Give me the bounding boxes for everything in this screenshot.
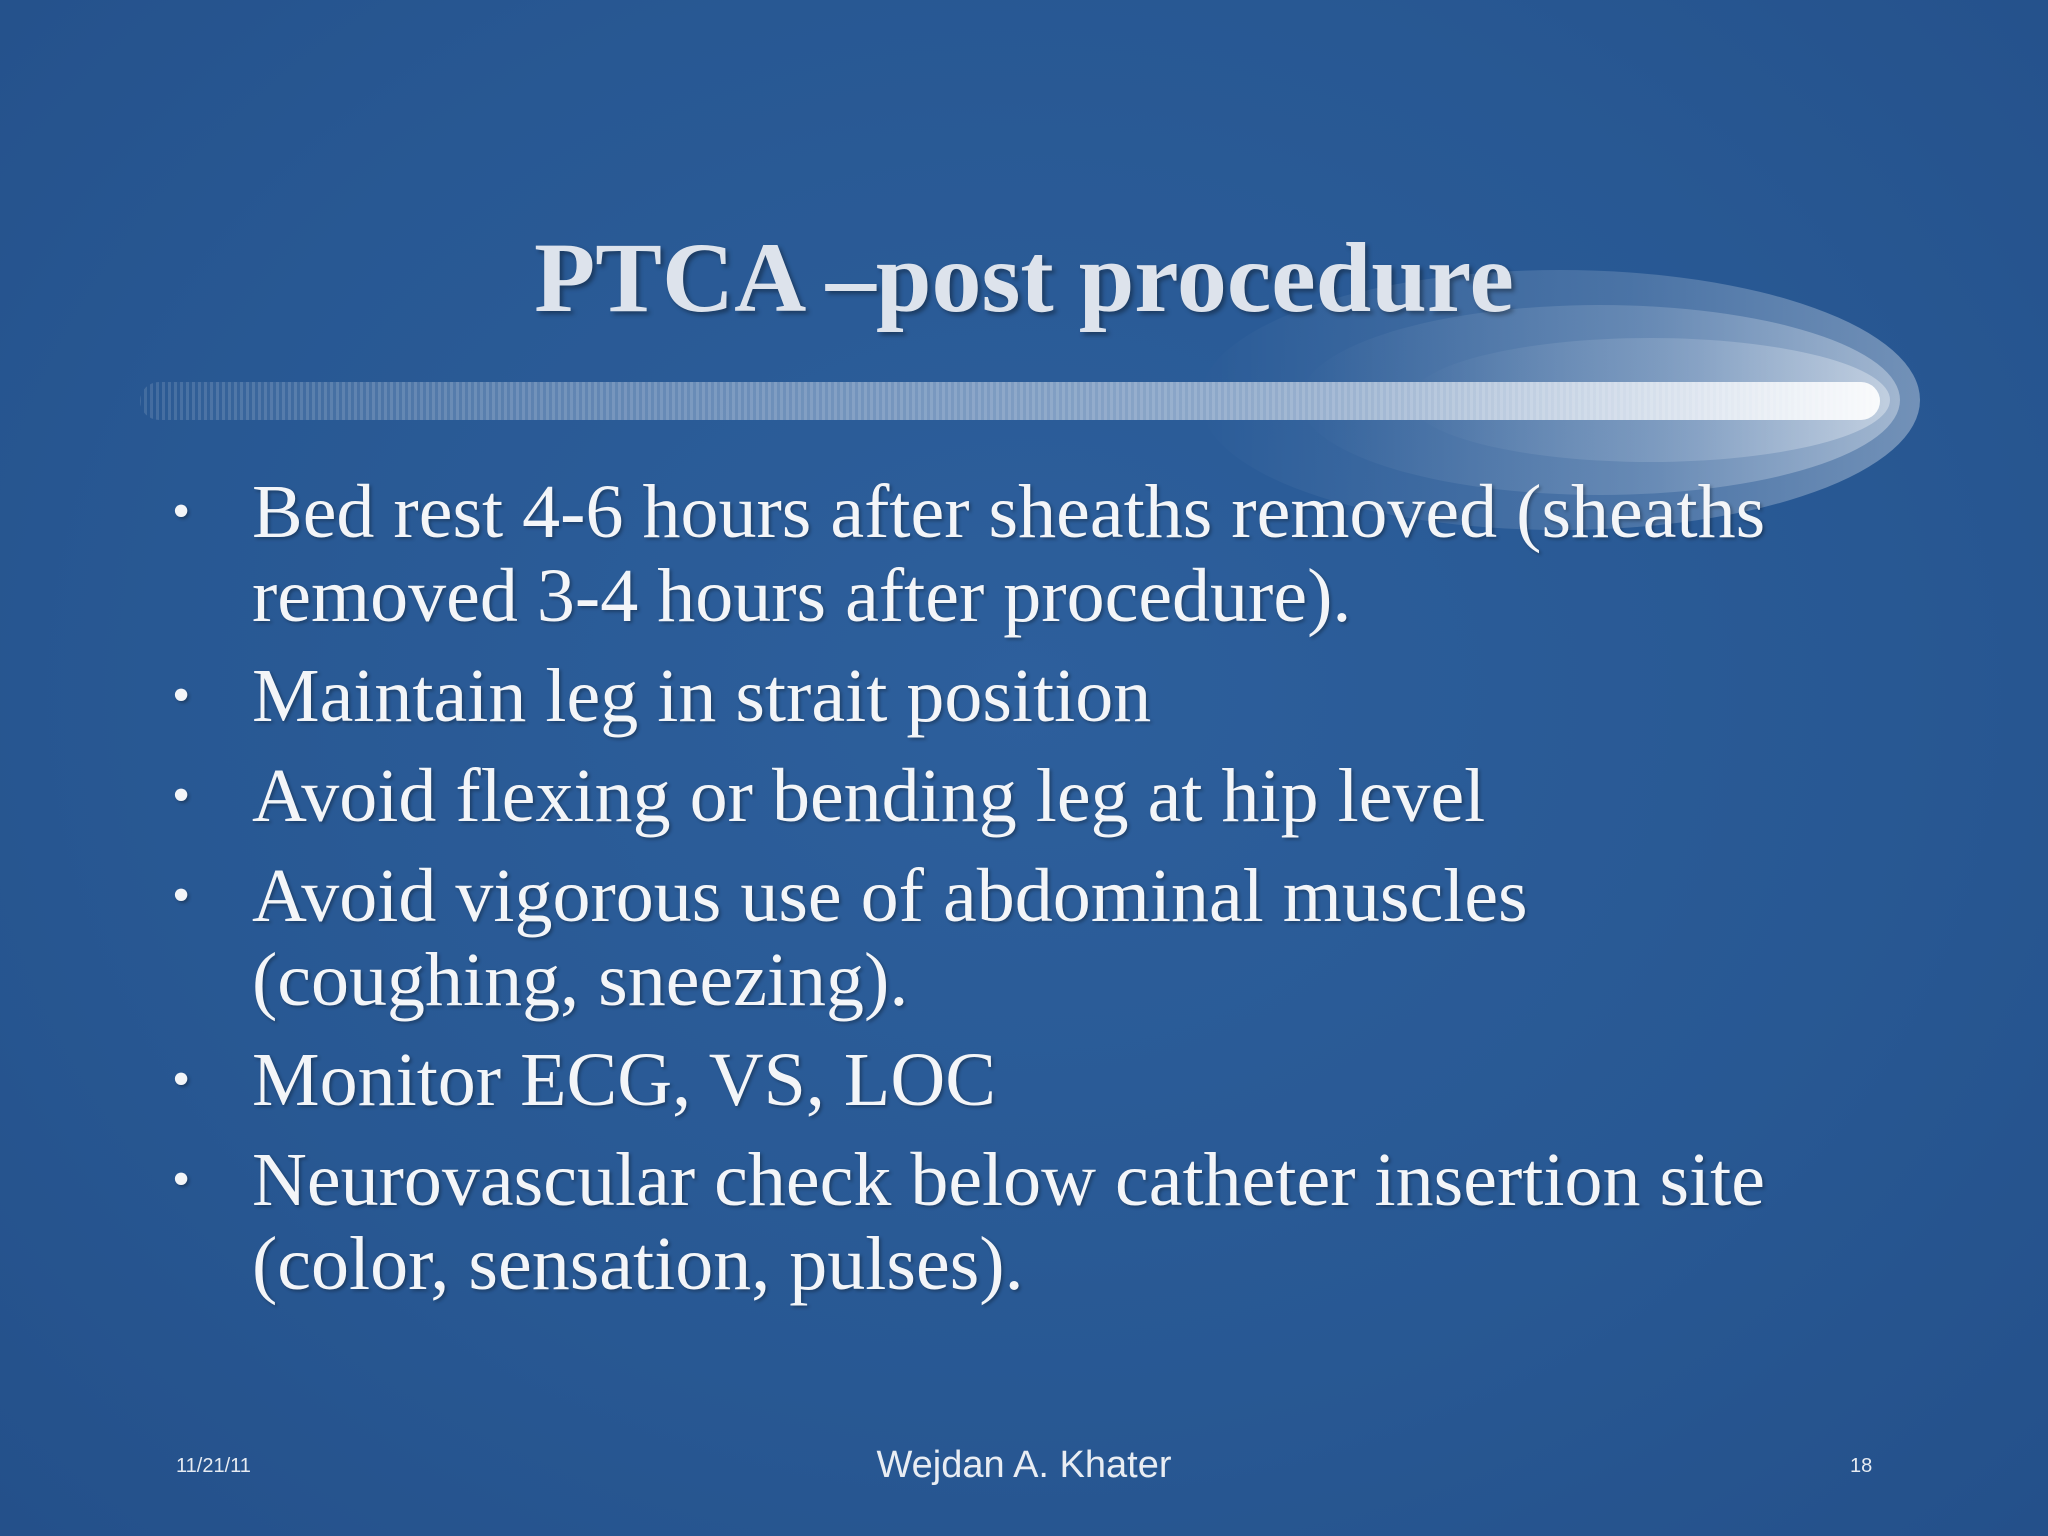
bullet-text: Maintain leg in strait position (252, 654, 1152, 738)
bullet-item (172, 754, 1872, 838)
bullet-dot-icon: • (172, 667, 191, 724)
bullet-item (172, 654, 1872, 738)
bullet-list (172, 470, 1872, 1322)
bullet-dot-icon: • (172, 1151, 191, 1208)
bullet-item (172, 1138, 1872, 1306)
bullet-text: Monitor ECG, VS, LOC (252, 1038, 996, 1122)
bullet-item (172, 854, 1872, 1022)
bullet-dot-icon: • (172, 767, 191, 824)
footer-author: Wejdan A. Khater (876, 1444, 1172, 1486)
bullet-text: Avoid vigorous use of abdominal muscles (coughing, sneezing). (252, 854, 1528, 1022)
bullet-dot-icon: • (172, 867, 191, 924)
footer-date: 11/21/11 (176, 1455, 251, 1477)
slide-title: PTCA –post procedure (534, 222, 1514, 333)
bullet-dot-icon: • (172, 483, 191, 540)
bullet-dot-icon: • (172, 1051, 191, 1108)
bullet-text: Bed rest 4-6 hours after sheaths removed (sheaths removed 3-4 hours after procedure). (252, 470, 1766, 638)
bullet-item (172, 1038, 1872, 1122)
bullet-text: Avoid flexing or bending leg at hip level (252, 754, 1486, 838)
bullet-text: Neurovascular check below catheter insertion site (color, sensation, pulses). (252, 1138, 1766, 1306)
footer-page-number: 18 (1850, 1455, 1873, 1477)
bullet-item (172, 470, 1872, 638)
